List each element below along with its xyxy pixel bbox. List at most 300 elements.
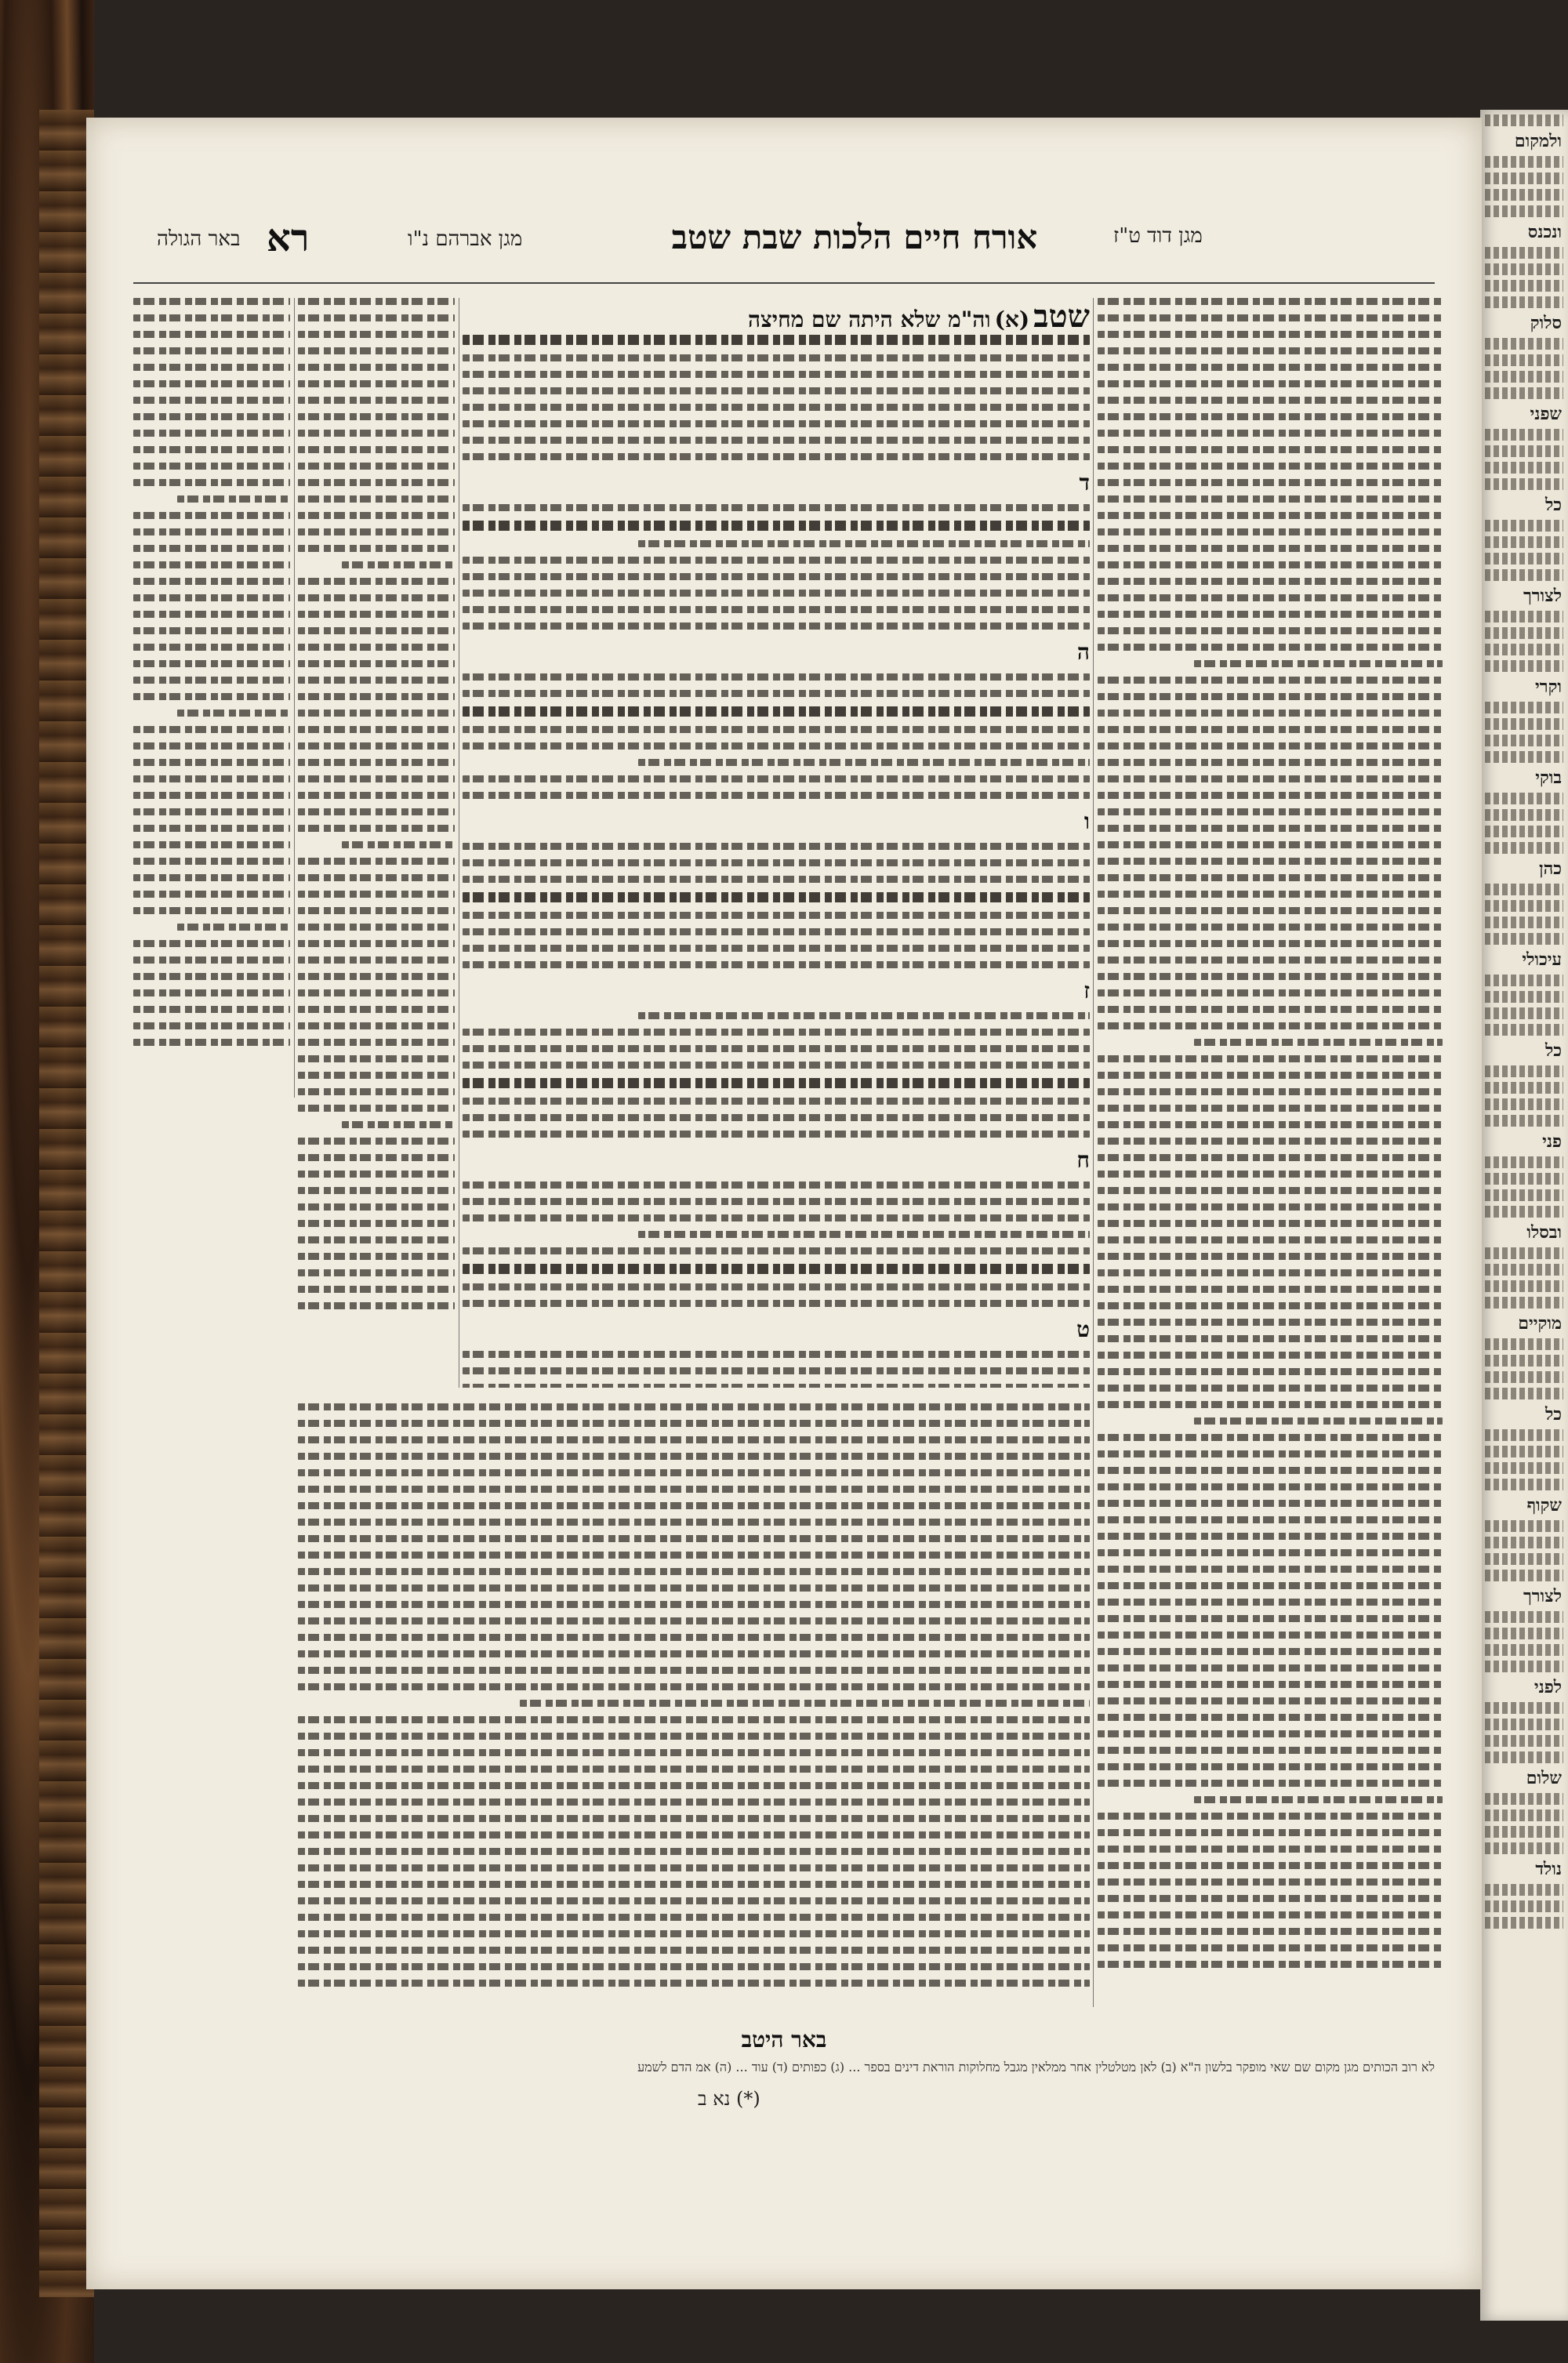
text-line bbox=[1485, 478, 1563, 490]
text-line bbox=[1098, 1171, 1443, 1178]
text-line bbox=[1485, 793, 1563, 804]
text-line bbox=[1098, 1632, 1443, 1639]
adjacent-page-word: כל bbox=[1544, 1404, 1562, 1425]
text-line bbox=[1098, 413, 1443, 420]
text-line bbox=[463, 1078, 1090, 1088]
text-line bbox=[298, 1055, 455, 1062]
text-line bbox=[1485, 627, 1563, 639]
text-line bbox=[1098, 545, 1443, 552]
text-line bbox=[133, 1006, 290, 1013]
text-line bbox=[298, 1848, 1090, 1855]
text-line bbox=[1485, 917, 1563, 928]
text-line bbox=[463, 1300, 1090, 1307]
adjacent-page-word: לצורך bbox=[1523, 1586, 1562, 1606]
text-line bbox=[298, 413, 455, 420]
text-line bbox=[1098, 397, 1443, 404]
text-line bbox=[298, 380, 455, 387]
text-line bbox=[1485, 1644, 1563, 1656]
text-line bbox=[298, 1716, 1090, 1723]
text-line bbox=[1485, 156, 1563, 168]
text-line bbox=[638, 759, 1090, 766]
text-line bbox=[1098, 1483, 1443, 1490]
text-line bbox=[1485, 536, 1563, 548]
text-line bbox=[1098, 1203, 1443, 1211]
text-line bbox=[1485, 1189, 1563, 1201]
text-line bbox=[1485, 1900, 1563, 1912]
text-line bbox=[1098, 495, 1443, 503]
text-line bbox=[638, 1231, 1090, 1238]
text-line bbox=[1098, 1121, 1443, 1128]
text-line bbox=[298, 907, 455, 914]
text-line bbox=[463, 1062, 1090, 1069]
text-line bbox=[298, 1286, 455, 1293]
text-line bbox=[1098, 775, 1443, 782]
text-line bbox=[298, 512, 455, 519]
text-line bbox=[1485, 1446, 1563, 1457]
beer-hagolah-column bbox=[133, 298, 290, 1098]
text-line bbox=[1485, 1520, 1563, 1532]
text-line bbox=[298, 1799, 1090, 1806]
text-line bbox=[1485, 826, 1563, 837]
text-line bbox=[133, 726, 290, 733]
text-line bbox=[298, 1453, 1090, 1460]
text-line bbox=[1098, 1615, 1443, 1622]
text-line bbox=[1098, 1697, 1443, 1704]
text-line bbox=[1098, 1236, 1443, 1243]
text-line bbox=[1098, 1220, 1443, 1227]
text-line bbox=[1098, 1813, 1443, 1820]
text-line bbox=[133, 397, 290, 404]
text-line bbox=[298, 858, 455, 865]
text-line bbox=[298, 528, 455, 535]
text-line bbox=[1098, 841, 1443, 848]
text-line bbox=[298, 1236, 455, 1243]
text-line bbox=[298, 973, 455, 980]
text-line bbox=[463, 892, 1090, 902]
text-line bbox=[133, 989, 290, 996]
text-line bbox=[1485, 1371, 1563, 1383]
text-line bbox=[1098, 561, 1443, 568]
text-line bbox=[1098, 1516, 1443, 1523]
adjacent-page-word: כהן bbox=[1538, 858, 1562, 879]
text-line bbox=[1485, 280, 1563, 292]
first-seif-marker: (א) bbox=[994, 307, 1030, 332]
text-line bbox=[1098, 940, 1443, 947]
text-line bbox=[1485, 462, 1563, 474]
text-line bbox=[1485, 1826, 1563, 1838]
text-line bbox=[1485, 1793, 1563, 1805]
text-line bbox=[1098, 1878, 1443, 1886]
text-line bbox=[1485, 296, 1563, 308]
footer-text: לא רוב הכותים מגן מקום שם שאי מופקר בלשון ה"א (ב) לאן מטלטלין אחר ממלאין מגבל מחלוקות הוראת דינים בספר ... (ג) כפותים (ד) עוד ... (ה) אמ הדם לשמע bbox=[637, 2060, 1435, 2074]
text-line bbox=[463, 1029, 1090, 1036]
text-line bbox=[298, 1535, 1090, 1542]
text-line bbox=[1485, 189, 1563, 201]
text-line bbox=[133, 545, 290, 552]
text-line bbox=[1485, 1628, 1563, 1639]
text-line bbox=[1485, 884, 1563, 895]
text-line bbox=[298, 940, 455, 947]
text-line bbox=[133, 808, 290, 815]
text-line bbox=[298, 1022, 455, 1029]
text-line bbox=[298, 1269, 455, 1276]
text-line bbox=[298, 331, 455, 338]
text-line bbox=[1098, 1566, 1443, 1573]
text-line bbox=[1098, 874, 1443, 881]
text-line bbox=[1098, 528, 1443, 535]
text-line bbox=[1098, 1269, 1443, 1276]
text-line bbox=[1485, 1553, 1563, 1565]
text-line bbox=[463, 1283, 1090, 1290]
text-line bbox=[1485, 1429, 1563, 1441]
text-line bbox=[1485, 569, 1563, 581]
text-line bbox=[1098, 1286, 1443, 1293]
seif-marker: ו bbox=[1083, 808, 1090, 834]
text-line bbox=[133, 858, 290, 865]
text-line bbox=[298, 1568, 1090, 1575]
text-line bbox=[133, 594, 290, 601]
text-line bbox=[1098, 1467, 1443, 1474]
text-line bbox=[298, 347, 455, 354]
text-line bbox=[463, 1247, 1090, 1254]
text-line bbox=[298, 578, 455, 585]
text-line bbox=[463, 371, 1090, 378]
text-line bbox=[133, 413, 290, 420]
text-line bbox=[298, 924, 455, 931]
text-line bbox=[1098, 1928, 1443, 1935]
text-line bbox=[1098, 693, 1443, 700]
text-line bbox=[298, 1584, 1090, 1592]
running-title: אורח חיים הלכות שבת שטב bbox=[671, 218, 1038, 256]
text-line bbox=[1485, 114, 1563, 126]
text-line bbox=[133, 331, 290, 338]
text-line bbox=[463, 437, 1090, 444]
text-line bbox=[1098, 463, 1443, 470]
text-line bbox=[1485, 371, 1563, 383]
adjacent-page-word: עיכולי bbox=[1522, 949, 1562, 970]
text-line bbox=[1485, 1338, 1563, 1350]
text-line bbox=[463, 945, 1090, 952]
text-line bbox=[1098, 989, 1443, 996]
text-line bbox=[1485, 1024, 1563, 1036]
text-line bbox=[133, 430, 290, 437]
text-line bbox=[298, 644, 455, 651]
text-line bbox=[1485, 1098, 1563, 1110]
text-line bbox=[1098, 1582, 1443, 1589]
text-line bbox=[133, 314, 290, 321]
adjacent-page-word: ובסלו bbox=[1526, 1222, 1562, 1243]
text-line bbox=[1485, 1751, 1563, 1763]
text-line bbox=[1098, 1335, 1443, 1342]
text-line bbox=[1098, 594, 1443, 601]
seif-marker: ה bbox=[1076, 639, 1090, 665]
text-line bbox=[177, 495, 290, 503]
text-line bbox=[133, 578, 290, 585]
text-line bbox=[1098, 1138, 1443, 1145]
text-line bbox=[1485, 611, 1563, 623]
text-line bbox=[1098, 446, 1443, 453]
text-line bbox=[1485, 1007, 1563, 1019]
text-line bbox=[1485, 991, 1563, 1003]
text-line bbox=[463, 504, 1090, 511]
text-line bbox=[463, 1264, 1090, 1274]
commentary-lower-block bbox=[298, 1403, 1090, 2007]
text-line bbox=[1098, 1780, 1443, 1787]
text-line bbox=[1098, 742, 1443, 750]
text-line bbox=[298, 677, 455, 684]
text-line bbox=[298, 1782, 1090, 1789]
text-line bbox=[463, 335, 1090, 345]
page-header bbox=[133, 216, 1435, 282]
text-line bbox=[1098, 825, 1443, 832]
text-line bbox=[298, 1203, 455, 1211]
text-line bbox=[1485, 520, 1563, 532]
text-line bbox=[1194, 1039, 1443, 1046]
text-line bbox=[298, 463, 455, 470]
text-line bbox=[463, 623, 1090, 630]
text-line bbox=[298, 808, 455, 815]
text-line bbox=[1485, 1537, 1563, 1548]
text-line bbox=[1098, 627, 1443, 634]
text-line bbox=[1098, 1681, 1443, 1688]
text-line bbox=[1485, 429, 1563, 441]
text-line bbox=[1098, 1401, 1443, 1408]
text-line bbox=[298, 1486, 1090, 1493]
text-line bbox=[133, 660, 290, 667]
header-rule bbox=[133, 282, 1435, 284]
text-line bbox=[1098, 1055, 1443, 1062]
text-line bbox=[463, 928, 1090, 935]
text-line bbox=[1098, 1895, 1443, 1902]
text-line bbox=[1098, 973, 1443, 980]
text-line bbox=[1485, 172, 1563, 184]
text-line bbox=[463, 354, 1090, 361]
adjacent-page-word: לפני bbox=[1534, 1677, 1562, 1697]
text-line bbox=[133, 775, 290, 782]
text-line bbox=[1098, 331, 1443, 338]
text-line bbox=[133, 742, 290, 750]
text-line bbox=[298, 759, 455, 766]
text-line bbox=[133, 841, 290, 848]
text-line bbox=[1098, 1352, 1443, 1359]
section-opening bbox=[463, 298, 1090, 335]
text-line bbox=[298, 693, 455, 700]
text-line bbox=[1485, 247, 1563, 259]
text-line bbox=[1485, 263, 1563, 275]
text-line bbox=[463, 453, 1090, 460]
text-line bbox=[133, 759, 290, 766]
text-line bbox=[298, 726, 455, 733]
text-line bbox=[1098, 1747, 1443, 1754]
text-line bbox=[298, 1420, 1090, 1427]
text-line bbox=[298, 710, 455, 717]
text-line bbox=[1485, 1611, 1563, 1623]
adjacent-page-word: כל bbox=[1544, 495, 1562, 515]
text-line bbox=[463, 690, 1090, 697]
text-line bbox=[1485, 1479, 1563, 1490]
text-line bbox=[463, 573, 1090, 580]
text-line bbox=[1485, 809, 1563, 821]
adjacent-page-word: בוקי bbox=[1535, 768, 1562, 788]
text-line bbox=[298, 792, 455, 799]
text-line bbox=[1098, 1648, 1443, 1655]
text-line bbox=[298, 430, 455, 437]
text-line bbox=[298, 1980, 1090, 1987]
text-line bbox=[298, 956, 455, 964]
taz-commentary-column bbox=[1098, 298, 1443, 2007]
text-line bbox=[1098, 710, 1443, 717]
text-line bbox=[298, 891, 455, 898]
text-line bbox=[463, 521, 1090, 531]
text-line bbox=[298, 1881, 1090, 1888]
text-line bbox=[1098, 1006, 1443, 1013]
text-line bbox=[463, 590, 1090, 597]
text-line bbox=[298, 1897, 1090, 1904]
adjacent-page-word: מוקיים bbox=[1518, 1313, 1562, 1334]
text-line bbox=[133, 792, 290, 799]
header-beer-hagolah: באר הגולה bbox=[157, 227, 241, 251]
text-line bbox=[1098, 1944, 1443, 1951]
adjacent-page-word: סלוק bbox=[1530, 313, 1562, 333]
text-line bbox=[1485, 1388, 1563, 1399]
text-line bbox=[1098, 578, 1443, 585]
text-line bbox=[1098, 1105, 1443, 1112]
text-line bbox=[133, 528, 290, 535]
text-line bbox=[342, 1121, 455, 1128]
text-line bbox=[133, 956, 290, 964]
text-line bbox=[1485, 735, 1563, 746]
text-line bbox=[298, 545, 455, 552]
text-line bbox=[298, 1634, 1090, 1641]
text-line bbox=[1098, 314, 1443, 321]
text-line bbox=[1485, 933, 1563, 945]
text-line bbox=[1485, 842, 1563, 854]
text-line bbox=[463, 1351, 1090, 1358]
text-line bbox=[1098, 891, 1443, 898]
text-line bbox=[298, 1436, 1090, 1443]
text-line bbox=[298, 1766, 1090, 1773]
text-line bbox=[133, 298, 290, 305]
text-line bbox=[1485, 354, 1563, 366]
text-line bbox=[1485, 1247, 1563, 1259]
text-line bbox=[1098, 726, 1443, 733]
section-number: שטב bbox=[1033, 298, 1090, 335]
text-line bbox=[1485, 1702, 1563, 1714]
text-line bbox=[1098, 1664, 1443, 1672]
adjacent-page-word: שפני bbox=[1530, 404, 1562, 424]
text-line bbox=[1485, 702, 1563, 713]
text-line bbox=[463, 876, 1090, 883]
text-line bbox=[1485, 205, 1563, 217]
text-line bbox=[298, 1930, 1090, 1937]
text-line bbox=[133, 479, 290, 486]
adjacent-page-word: ולמקום bbox=[1514, 131, 1562, 151]
text-line bbox=[298, 1072, 455, 1079]
text-line bbox=[1098, 1302, 1443, 1309]
adjacent-page-word: כל bbox=[1544, 1040, 1562, 1061]
text-line bbox=[1098, 1368, 1443, 1375]
adjacent-page-word: שלום bbox=[1526, 1768, 1562, 1788]
text-line bbox=[1098, 1730, 1443, 1737]
text-line bbox=[1485, 1735, 1563, 1747]
text-line bbox=[298, 742, 455, 750]
text-line bbox=[463, 1114, 1090, 1121]
text-line bbox=[463, 1384, 1090, 1388]
text-line bbox=[133, 446, 290, 453]
text-line bbox=[1485, 1570, 1563, 1581]
text-line bbox=[1098, 430, 1443, 437]
text-line bbox=[1485, 751, 1563, 763]
text-line bbox=[1098, 1385, 1443, 1392]
text-line bbox=[298, 1006, 455, 1013]
text-line bbox=[1098, 1500, 1443, 1507]
text-line bbox=[1098, 956, 1443, 964]
text-line bbox=[133, 1039, 290, 1046]
text-line bbox=[298, 364, 455, 371]
text-line bbox=[133, 463, 290, 470]
header-commentary-label: מגן דוד ט"ז bbox=[1113, 224, 1203, 248]
text-line bbox=[463, 843, 1090, 850]
text-line bbox=[298, 446, 455, 453]
text-line bbox=[298, 397, 455, 404]
text-line bbox=[298, 660, 455, 667]
text-line bbox=[298, 1138, 455, 1145]
text-line bbox=[463, 792, 1090, 799]
text-line bbox=[1485, 1842, 1563, 1854]
text-line bbox=[1098, 1599, 1443, 1606]
text-line bbox=[133, 825, 290, 832]
text-line bbox=[133, 644, 290, 651]
text-line bbox=[298, 1187, 455, 1194]
page-number: רא bbox=[267, 216, 310, 260]
text-line bbox=[463, 742, 1090, 750]
text-line bbox=[463, 859, 1090, 866]
text-line bbox=[1485, 1115, 1563, 1127]
text-line bbox=[298, 1831, 1090, 1838]
lead-text: וה"מ שלא היתה שם מחיצה bbox=[748, 307, 991, 332]
text-line bbox=[463, 1367, 1090, 1374]
text-line bbox=[298, 479, 455, 486]
text-line bbox=[1485, 1355, 1563, 1367]
page-footer bbox=[133, 2027, 1435, 2110]
text-line bbox=[298, 1220, 455, 1227]
text-line bbox=[1098, 1763, 1443, 1770]
text-line bbox=[298, 1947, 1090, 1954]
text-line bbox=[133, 973, 290, 980]
text-line bbox=[298, 298, 455, 305]
seif-marker: ט bbox=[1076, 1316, 1090, 1342]
text-line bbox=[133, 380, 290, 387]
text-line bbox=[298, 1088, 455, 1095]
text-line bbox=[298, 611, 455, 618]
text-line bbox=[1098, 380, 1443, 387]
text-line bbox=[298, 594, 455, 601]
text-line bbox=[463, 961, 1090, 968]
text-line bbox=[1485, 1264, 1563, 1276]
text-line bbox=[1485, 1719, 1563, 1730]
text-line bbox=[1485, 1156, 1563, 1168]
text-line bbox=[1485, 1173, 1563, 1185]
column-divider bbox=[1093, 298, 1094, 2007]
text-line bbox=[1098, 1911, 1443, 1918]
text-line bbox=[1098, 1714, 1443, 1721]
text-line bbox=[133, 561, 290, 568]
text-line bbox=[133, 874, 290, 881]
shulchan-aruch-main-text bbox=[463, 298, 1090, 1388]
column-divider bbox=[294, 298, 295, 1098]
text-line bbox=[133, 364, 290, 371]
text-line bbox=[1485, 338, 1563, 350]
